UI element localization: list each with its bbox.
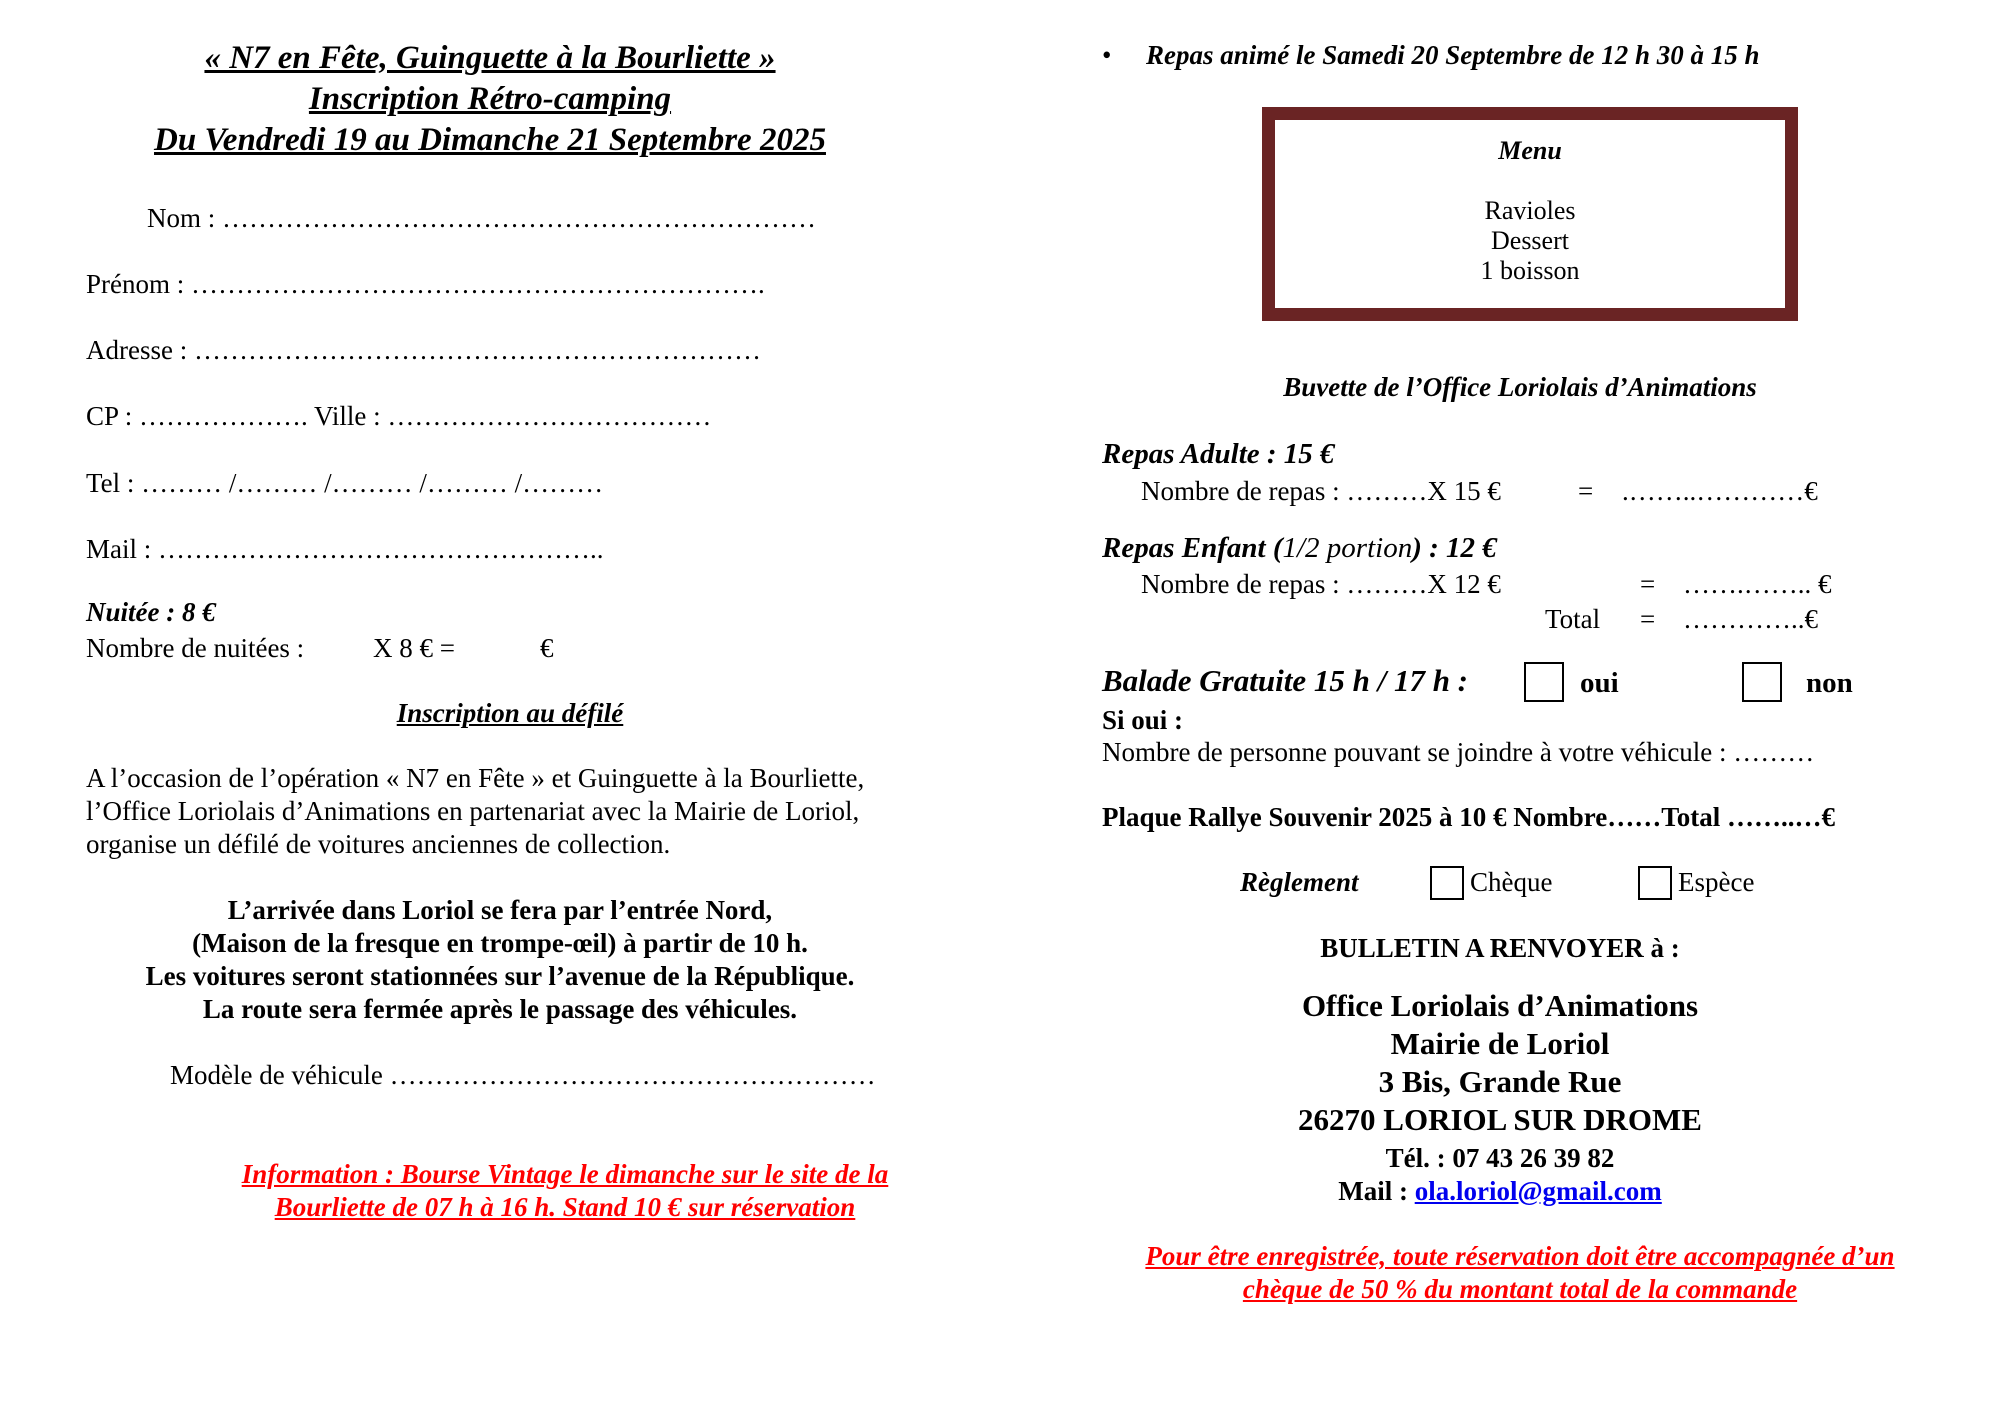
defile-para-line-1: A l’occasion de l’opération « N7 en Fête » et Guinguette à la Bourliette, (86, 763, 865, 793)
repas-enfant-price: ) : 12 € (1412, 532, 1497, 564)
address-mail-line (1150, 1175, 1850, 1208)
menu-title: Menu (1498, 136, 1562, 165)
arrival-line-4: La route sera fermée après le passage des véhicules. (202, 994, 798, 1024)
arrival-line-2: (Maison de la fresque en trompe-œil) à partir de 10 h. (192, 928, 808, 958)
address-line-1: Office Loriolais d’Animations (1301, 988, 1699, 1023)
repas-adulte-title: Repas Adulte : 15 € (1102, 438, 1335, 470)
tel-field[interactable]: Tel : ……… /……… /……… /……… /……… (86, 468, 604, 498)
cp-ville-field[interactable]: CP : ………………. Ville : ……………………………… (86, 401, 712, 431)
repas-enfant-portion: 1/2 portion (1282, 532, 1413, 564)
nuitee-multiplier: X 8 € = (373, 633, 455, 663)
repas-enfant-title (1102, 531, 1497, 565)
repas-enfant-nombre[interactable]: Nombre de repas : ………X 12 € (1141, 569, 1501, 599)
defile-para-line-2: l’Office Loriolais d’Animations en partenariat avec la Mairie de Loriol, (86, 796, 860, 826)
menu-item: Ravioles (1484, 196, 1576, 225)
espece-label: Espèce (1678, 867, 1755, 897)
balade-non-label: non (1806, 667, 1853, 699)
bullet: • (1102, 40, 1112, 70)
warning-line-1: Pour être enregistrée, toute réservation doit être accompagnée d’un (1145, 1241, 1895, 1271)
adresse-field[interactable]: Adresse : ……………………………………………………… (86, 335, 761, 365)
address-line-3: 3 Bis, Grande Rue (1378, 1064, 1622, 1099)
cheque-label: Chèque (1470, 867, 1553, 897)
event-title: « N7 en Fête, Guinguette à la Bourliette » (204, 40, 776, 76)
menu-item: 1 boisson (1480, 256, 1580, 285)
nuitee-count-label: Nombre de nuitées : (86, 633, 305, 663)
balade-oui-checkbox[interactable] (1524, 662, 1564, 702)
mail-field[interactable]: Mail : ………………………………………….. (86, 534, 604, 564)
repas-enfant-total[interactable]: …….…….. € (1683, 569, 1832, 599)
address-tel: Tél. : 07 43 26 39 82 (1385, 1143, 1615, 1173)
mail-label: Mail : (1338, 1176, 1415, 1206)
prenom-field[interactable]: Prénom : ………………………………………………………. (86, 269, 765, 299)
repas-enfant-equals: = (1640, 569, 1656, 599)
nuitee-title: Nuitée : 8 € (86, 597, 216, 627)
warning-line-2: chèque de 50 % du montant total de la commande (1242, 1274, 1798, 1304)
modele-vehicule-field[interactable]: Modèle de véhicule ……………………………………………… (170, 1060, 876, 1090)
menu-box (1262, 107, 1798, 321)
total-label: Total (1545, 604, 1601, 634)
repas-adulte-total[interactable]: .……..…………€ (1622, 476, 1818, 506)
balade-nombre-personnes[interactable]: Nombre de personne pouvant se joindre à votre véhicule : ……… (1102, 737, 1815, 767)
repas-adulte-equals: = (1578, 476, 1594, 506)
bulletin-title: BULLETIN A RENVOYER à : (1320, 933, 1680, 963)
arrival-line-1: L’arrivée dans Loriol se fera par l’entrée Nord, (227, 895, 773, 925)
reglement-label: Règlement (1240, 867, 1359, 897)
arrival-line-3: Les voitures seront stationnées sur l’avenue de la République. (145, 961, 855, 991)
date-title: Du Vendredi 19 au Dimanche 21 Septembre 2025 (154, 122, 826, 158)
repas-adulte-nombre[interactable]: Nombre de repas : ………X 15 € (1141, 476, 1501, 506)
info-line-2: Bourliette de 07 h à 16 h. Stand 10 € sur réservation (274, 1192, 856, 1222)
address-line-4: 26270 LORIOL SUR DROME (1298, 1102, 1702, 1137)
total-value[interactable]: …………..€ (1683, 604, 1818, 634)
info-line-1: Information : Bourse Vintage le dimanche sur le site de la (241, 1159, 889, 1189)
mail-link[interactable]: ola.loriol@gmail.com (1414, 1176, 1662, 1206)
espece-checkbox[interactable] (1638, 866, 1672, 900)
si-oui-label: Si oui : (1102, 705, 1184, 735)
form-title: Inscription Rétro-camping (308, 81, 672, 117)
balade-title: Balade Gratuite 15 h / 17 h : (1102, 663, 1469, 698)
total-equals: = (1640, 604, 1656, 634)
balade-non-checkbox[interactable] (1742, 662, 1782, 702)
repas-anime: Repas animé le Samedi 20 Septembre de 12 h 30 à 15 h (1146, 40, 1760, 70)
repas-enfant-title-a: Repas Enfant ( (1102, 532, 1283, 564)
plaque-rallye[interactable]: Plaque Rallye Souvenir 2025 à 10 € Nombre……Total ……..…€ (1102, 802, 1836, 832)
address-line-2: Mairie de Loriol (1390, 1026, 1610, 1061)
nom-field[interactable]: Nom : ………………………………………………………… (147, 203, 817, 233)
menu-item: Dessert (1491, 226, 1569, 255)
cheque-checkbox[interactable] (1430, 866, 1464, 900)
balade-oui-label: oui (1580, 667, 1619, 699)
defile-para-line-3: organise un défilé de voitures anciennes de collection. (86, 829, 671, 859)
nuitee-euro: € (540, 633, 554, 663)
defile-title: Inscription au défilé (396, 698, 624, 728)
buvette-title: Buvette de l’Office Loriolais d’Animations (1283, 372, 1757, 402)
